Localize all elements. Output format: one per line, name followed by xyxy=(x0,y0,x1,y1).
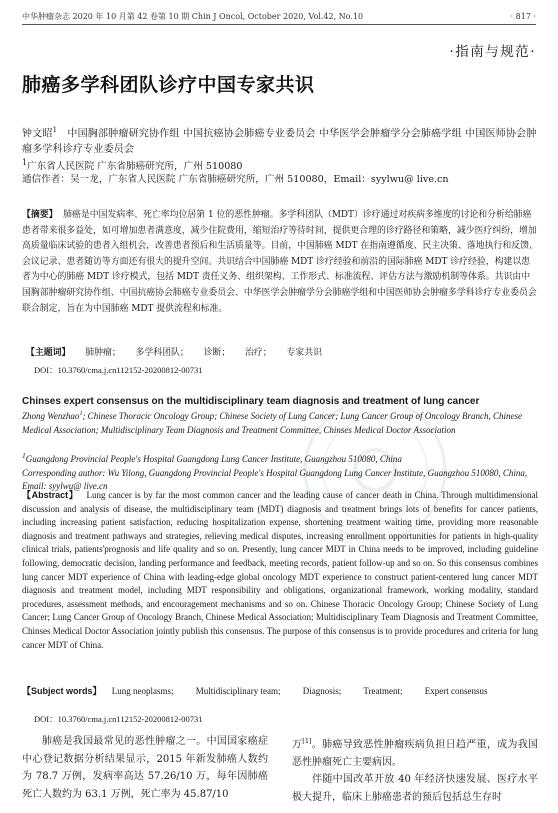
journal-citation: 中华肿瘤杂志 2020 年 10 月第 42 卷第 10 期 Chin J Oncol, October 2020, Vol.42, No.10 xyxy=(22,12,364,21)
english-keywords-label: 【Subject words】 xyxy=(22,686,102,696)
keyword: 诊断； xyxy=(203,348,231,358)
keyword: 专家共识 xyxy=(286,348,323,358)
english-author-block xyxy=(22,408,538,437)
body-column-left xyxy=(22,733,268,803)
citation-marker: [1] xyxy=(302,737,312,745)
keyword: Multidisciplinary team; xyxy=(195,686,281,696)
chinese-abstract xyxy=(22,208,538,317)
affiliation-text: 广东省人民医院 广东省肺癌研究所，广州 510080 xyxy=(27,161,243,173)
english-abstract xyxy=(22,489,538,652)
running-head xyxy=(22,10,536,25)
author-groups: 中国胸部肿瘤研究协作组 中国抗癌协会肺癌专业委员会 中华医学会肿瘤学分会肺癌学组 中国医师协会肿瘤多学科诊疗专业委员会 xyxy=(22,128,537,156)
keyword: Diagnosis; xyxy=(302,686,342,696)
affiliation-marker: 1 xyxy=(22,158,28,167)
english-corresponding-author: Corresponding author: Wu Yilong, Guangdong Provincial People's Hospital Guangdong Lung Cancer Institute, Guangzhou 510080, China, Email: syylwu@ live.cn xyxy=(22,467,528,492)
keyword: 多学科团队； xyxy=(135,348,189,358)
chinese-keywords xyxy=(26,346,322,360)
english-author-name: Zhong Wenzhao xyxy=(22,411,80,421)
english-doi: DOI：10.3760/cma.j.cn112152-20200812-00731 xyxy=(34,714,203,724)
chinese-keywords-label: 【主题词】 xyxy=(26,348,71,358)
body-text: 万 xyxy=(292,739,303,751)
keyword: 治疗； xyxy=(245,348,272,358)
body-column-right xyxy=(292,733,538,806)
corresponding-author: 通信作者：吴一龙，广东省人民医院 广东省肺癌研究所，广州 510080，Email：syylwu@ live.cn xyxy=(22,174,449,185)
english-keywords xyxy=(22,685,538,699)
body-paragraph xyxy=(292,733,538,771)
chinese-abstract-text: 肺癌是中国发病率、死亡率均位居第 1 位的恶性肿瘤。多学科团队（MDT）诊疗通过对疾病多维度的讨论和分析给肺癌患者带来很多益处，如可增加患者满意度，减少住院费用，缩短治疗等待时间，提供更合理的诊疗路径和策略，减少医疗纠纷，增加高质量临床试验的患者入组机会，改善患者预后和生活质量等。目前，中国肺癌 MDT 在指南遵循度、民主决策、落地执行和反馈、会议记录、患者随访等方面还有很大的提升空间。共识结合中国肺癌 MDT 诊疗经验和前沿的国际肺癌 MDT 诊疗经验，构建以患者为中心的肺癌 MDT 诊疗模式，包括 MDT 责任义务、组织架构、工作形式、标准流程、评估方法与激励机制等体系。共识由中国胸部肿瘤研究协作组、中国抗癌协会肺癌专业委员会、中华医学会肿瘤学分会肺癌学组和中国医师协会肿瘤多学科诊疗专业委员会联合制定，旨在为中国肺癌 MDT 提供流程和标准。 xyxy=(22,210,538,314)
english-abstract-label: 【Abstract】 xyxy=(22,490,79,500)
keyword: Expert consensus xyxy=(424,686,488,696)
author-name: 钟文昭 xyxy=(22,128,53,140)
page-number: · 817 · xyxy=(510,12,536,21)
article-title: 肺癌多学科团队诊疗中国专家共识 xyxy=(22,74,315,96)
keyword: Treatment; xyxy=(363,686,403,696)
author-block xyxy=(22,122,538,158)
body-paragraph: 肺癌是我国最常见的恶性肿瘤之一。中国国家癌症中心登记数据分析结果显示，2015 年新发肺癌人数约为 78.7 万例，发病率高达 57.26/10 万，每年因肺癌死亡人数约为 63.1 万例，死亡率为 45.87/10 xyxy=(22,736,268,800)
english-author-groups: ; Chinese Thoracic Oncology Group; Chinese Society of Lung Cancer; Lung Cancer Group of Oncology Branch, Chinese Medical Association; Multidisciplinary Team Diagnosis and Treatment Committee, Chinses Medical Doctor Association xyxy=(22,411,522,435)
author-affil-marker: 1 xyxy=(52,126,58,134)
keyword: 肺肿瘤； xyxy=(85,348,121,358)
english-affiliation xyxy=(22,449,538,494)
english-author-affil-marker: 1 xyxy=(79,411,83,417)
english-affiliation-text: Guangdong Provincial People's Hospital Guangdong Lung Cancer Institute, Guangzhou 510080, China xyxy=(25,454,402,464)
section-label: ·指南与规范· xyxy=(449,44,536,60)
chinese-abstract-label: 【摘要】 xyxy=(22,210,58,220)
english-title: Chinses expert consensus on the multidisciplinary team diagnosis and treatment of lung cancer xyxy=(22,396,480,407)
keyword: Lung neoplasms; xyxy=(111,686,174,696)
body-paragraph: 伴随中国改革开放 40 年经济快速发展、医疗水平极大提升，临床上肺癌患者的预后包括总生存时 xyxy=(292,774,538,803)
english-abstract-text: Lung cancer is by far the most common cancer and the leading cause of cancer death in China. Through multidimensional discussion and analysis of disease, the multidisciplinary team (MDT) diagnosis and treatment brings lots of benefits for cancer patients, including increasing patient satisfaction, reducing hospitalization expense, shortening treatment waiting time, providing more reasonable diagnosis and treatment pathways and strategies, relieving medical disputes, increasing enrollment opportunities for patients in high-quality clinical trials, patients'prognosis and life quality and so on. Presently, lung cancer MDT in China needs to be improved, including guideline following, democratic decision, landing performance and feedback, meeting records, patient follow-up and so on. So this consensus combines lung cancer MDT experience of China with leading-edge global oncology MDT experience to construct patient-centered lung cancer MDT diagnosis and treatment model, including MDT responsibility and obligations, organizational framework, working modality, standard procedures, assessment methods, and encouragement mechanisms and so on. Chinese Thoracic Oncology Group; Chinese Society of Lung Cancer; Lung Cancer Group of Oncology Branch, Chinese Medical Association; Multidisciplinary Team Diagnosis and Treatment Committee, Chinses Medical Doctor Association jointly publish this consensus. The purpose of this consensus is to provide procedures and criteria for lung cancer MDT of China. xyxy=(22,490,539,650)
chinese-doi: DOI：10.3760/cma.j.cn112152-20200812-00731 xyxy=(34,365,203,375)
english-affiliation-marker: 1 xyxy=(22,451,26,460)
body-text: 。肺癌导致恶性肿瘤疾病负担日趋严重，成为我国恶性肿瘤死亡主要病因。 xyxy=(292,739,539,768)
